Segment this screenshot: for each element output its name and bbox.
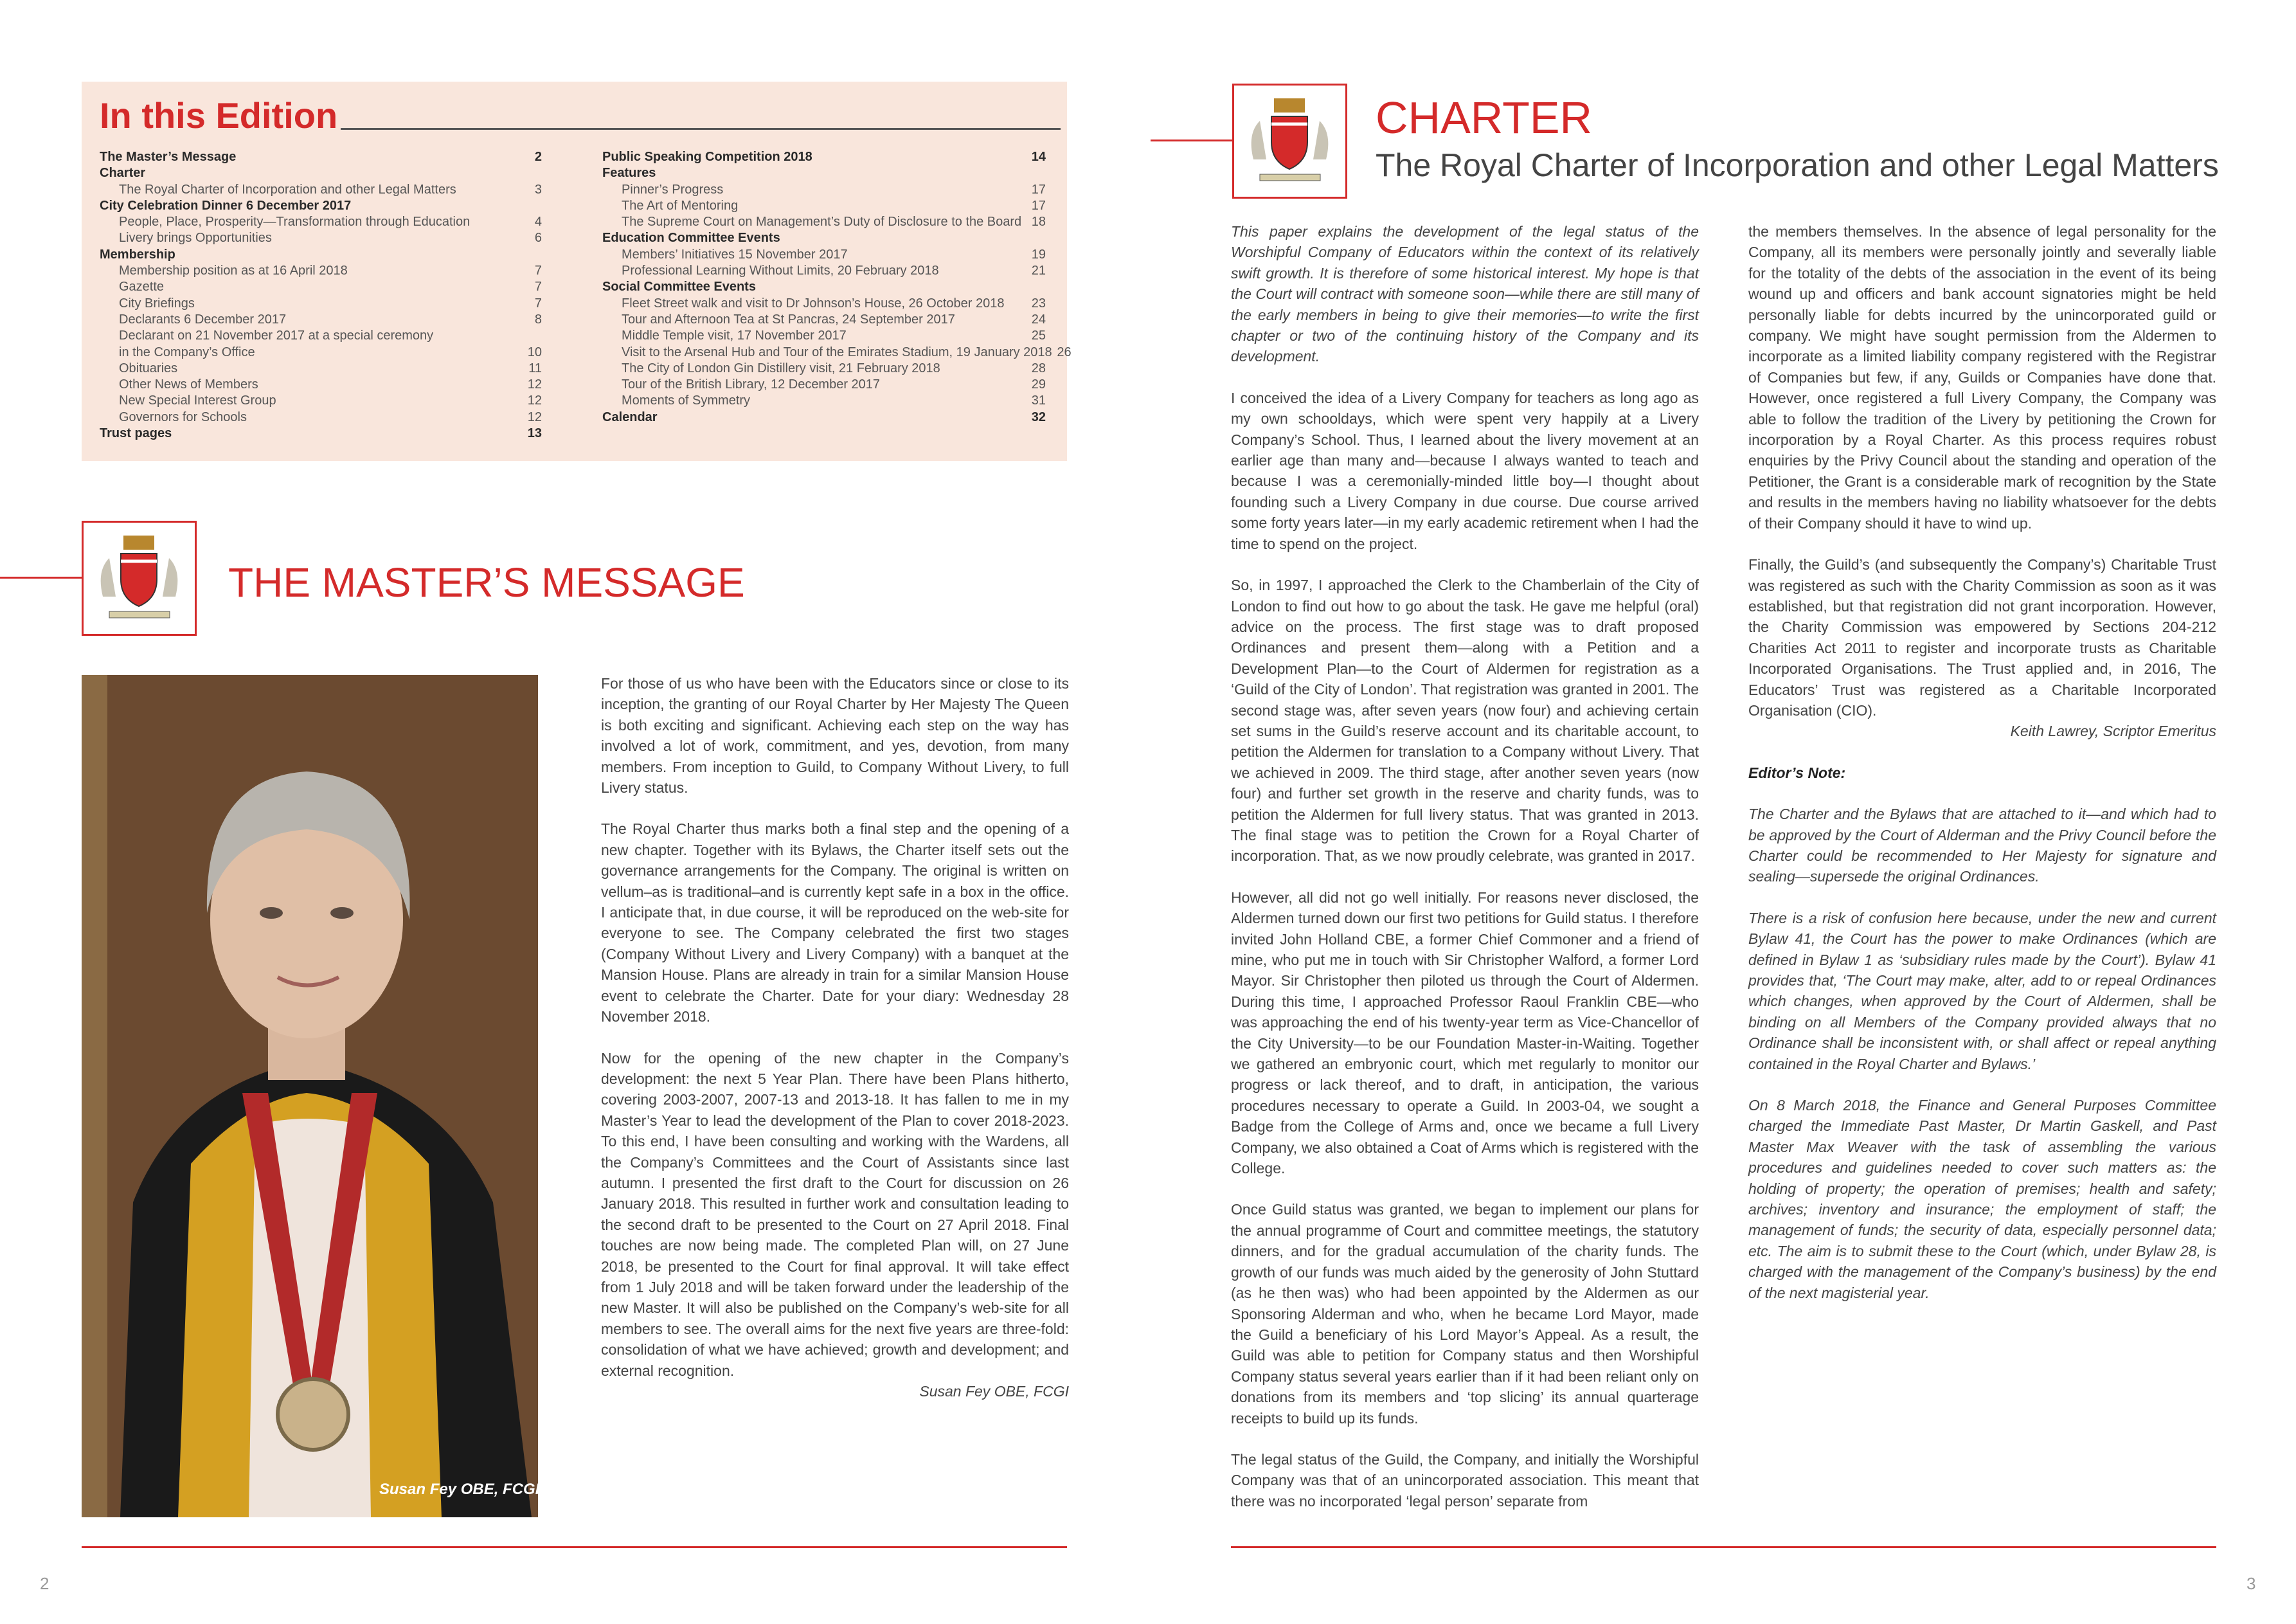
toc-entry-label: The City of London Gin Distillery visit, 21 February 2018 (622, 361, 940, 375)
master-message-body (601, 673, 1069, 1422)
toc-entry (100, 149, 542, 165)
master-heading-rule (0, 577, 84, 579)
toc-entry (602, 214, 1046, 230)
toc-entry-label: Tour and Afternoon Tea at St Pancras, 24 September 2017 (622, 312, 955, 327)
toc-entry-page: 7 (534, 264, 542, 278)
toc-entry-page: 32 (1031, 410, 1046, 424)
footer-rule-right (1231, 1546, 2216, 1548)
coat-of-arms-icon (1234, 86, 1345, 197)
toc-entry (602, 312, 1046, 328)
toc-entry-page (1027, 279, 1046, 295)
toc-entry-page: 2 (534, 150, 542, 164)
toc-entry (100, 361, 542, 377)
toc-entry-label: Public Speaking Competition 2018 (602, 150, 812, 164)
toc-entry-page: 17 (1031, 182, 1046, 197)
charter-italic-paragraph: This paper explains the development of the legal status of the Worshipful Company of Educators within the context of its relatively swift growth. It is therefore of some historical interest. My hope is that the Court will contract with someone soon—while there are still many of the early members in being to give their memories—to write the first chapter or two of the continuing history of the Company and its development. (1231, 223, 1699, 365)
toc-entry-page: 19 (1031, 247, 1046, 262)
toc-entry-label: The Royal Charter of Incorporation and other Legal Matters (119, 182, 456, 197)
toc-entry-label: City Celebration Dinner 6 December 2017 (100, 198, 352, 213)
charter-italic-paragraph: There is a risk of confusion here because, under the new and current Bylaw 41, the Court has the power to make Ordinances (which are defined in Bylaw 1 as ‘subsidiary rules made by the Court’). Bylaw 41 provides that, ‘The Court may make, alter, add to or repeal Ordinances which changes, when approved by the Court of Aldermen, shall be binding on all Members of the Company provided always that no Ordinance shall be inconsistent with, or shall affect or repeal anything contained in the Royal Charter and Bylaws.’ (1748, 909, 2216, 1072)
toc-entry-page: 26 (1057, 345, 1072, 359)
footer-rule-left (82, 1546, 1067, 1548)
toc-entry (100, 410, 542, 426)
toc-entry-page (523, 165, 542, 181)
toc-entry-page: 18 (1031, 215, 1046, 230)
toc-entry-label: Members’ Initiatives 15 November 2017 (622, 247, 848, 262)
toc-entry-label: Other News of Members (119, 377, 258, 392)
toc-entry-label: Middle Temple visit, 17 November 2017 (622, 329, 847, 343)
toc-entry-label: Fleet Street walk and visit to Dr Johnson’s House, 26 October 2018 (622, 296, 1005, 311)
toc-entry-page: 23 (1031, 296, 1046, 311)
toc-entry-label: Livery brings Opportunities (119, 231, 272, 246)
toc-entry (100, 263, 542, 279)
charter-italic-paragraph: The Charter and the Bylaws that are attached to it—and which had to be approved by the Court of Alderman and the Privy Council before the Charter could be recommended to Her Majesty for signature and sealing—supersede the original Ordinances. (1748, 806, 2216, 885)
toc-entry (100, 247, 542, 263)
toc-entry-label: Declarants 6 December 2017 (119, 312, 287, 327)
charter-paragraph: the members themselves. In the absence of legal personality for the Company, all its members were personally jointly and severally liable for the totality of the debts of the association in the event of its being wound up and officers and bank account signatories might be held personally liable for debts incurred by the unincorporated guild or company. We might have sought permission from the Aldermen to incorporate as a limited liability company registered with the Registrar of Companies but few, if any, Guilds or Companies have done that. However, once registered a full Livery Company, the Company was able to follow the tradition of the Livery by petitioning the Crown for incorporation by a Royal Charter. As this process requires robust enquiries by the Privy Council about the standing and operation of the Petitioner, the Grant is a considerable mark of recognition by the State and results in the members having no liability whatsoever for the debts of their Company should it have to wind up. (1748, 223, 2216, 532)
toc-entry-page: 11 (528, 361, 542, 375)
charter-paragraph: The legal status of the Guild, the Company, and initially the Worshipful Company was that of an unincorporated association. This meant that there was no incorporated ‘legal person’ separate from (1231, 1450, 1699, 1510)
toc-entry-label: Social Committee Events (602, 280, 756, 294)
page-number-left: 2 (40, 1574, 49, 1593)
charter-signature: Keith Lawrey, Scriptor Emeritus (2010, 723, 2216, 740)
toc-entry (602, 263, 1046, 279)
charter-subtitle: The Royal Charter of Incorporation and other Legal Matters (1376, 147, 2219, 183)
toc-entry-page (523, 247, 542, 263)
toc-entry (100, 296, 542, 312)
toc-entry-page: 24 (1031, 312, 1046, 327)
toc-entry (100, 230, 542, 246)
toc-entry (602, 361, 1046, 377)
toc-entry-label: Membership position as at 16 April 2018 (119, 264, 348, 278)
charter-paragraph: So, in 1997, I approached the Clerk to the Chamberlain of the City of London to find out how to go about the task. He gave me helpful (oral) advice on the process. The first stage was to draft proposed Ordinances and present them—along with a Petition and a Development Plan—to the Court of Aldermen for registration as a ‘Guild of the City of London’. That registration was granted in 2001. The second stage was, after seven years (now four) and achieving certain set sums in the Guild’s reserve account and its charitable account, to petition the Aldermen for translation to a Company without Livery. That we achieved in 2009. The third stage, after another seven years (now four) and further set growth in the reserve and charity funds, was to petition the Aldermen for full livery status. That was granted in 2013. The final stage was to petition the Crown for a Royal Charter of incorporation. That, as we now proudly celebrate, was granted in 2017. (1231, 577, 1699, 865)
toc-entry (602, 230, 1046, 246)
toc-entry (602, 247, 1046, 263)
toc-entry-label: City Briefings (119, 296, 195, 311)
toc-entry-page: 14 (1031, 150, 1046, 164)
toc-entry (602, 149, 1046, 165)
toc-entry-label: The Art of Mentoring (622, 198, 739, 213)
toc-entry-page: 6 (534, 231, 542, 246)
toc-entry-label: Visit to the Arsenal Hub and Tour of the Emirates Stadium, 19 January 2018 (622, 345, 1052, 359)
toc-entry-label: Moments of Symmetry (622, 393, 751, 408)
toc-title-rule (341, 128, 1061, 130)
charter-paragraph: Once Guild status was granted, we began to implement our plans for the annual programme of Court and committee meetings, the statutory dinners, and for the gradual accumulation of the charity funds. The growth of our funds was much aided by the generosity of John Stuttard (as he then was) who had been appointed by the Aldermen as our Sponsoring Alderman and who, when he became Lord Mayor, made the Guild a beneficiary of his Lord Mayor’s Appeal. As a result, the Guild was able to petition for Company status and then Worshipful Company status several years earlier than if it had been reliant only on donations from its members and ‘top slicing’ its annual quarterage receipts to build up its funds. (1231, 1201, 1699, 1427)
toc-entry (100, 312, 542, 328)
toc-entry-label: New Special Interest Group (119, 393, 276, 408)
toc-entry (100, 328, 542, 344)
master-heading: THE MASTER’S MESSAGE (228, 559, 745, 606)
photo-caption: Susan Fey OBE, FCGI (379, 1481, 540, 1498)
toc-entry (602, 328, 1046, 344)
toc-entry-label: Pinner’s Progress (622, 182, 724, 197)
charter-paragraph: I conceived the idea of a Livery Company for teachers as long ago as my own schooldays, which were spent very happily at a Livery Company’s School. Thus, I learned about the livery movement at an earlier age than many and—because I always wanted to teach and because I was a ceremonially-minded little boy—I thought about founding such a Livery Company in due course. Due course arrived some forty years later—in my early academic retirement when I had the time to spend on the project. (1231, 389, 1699, 552)
toc-entry-page (1027, 230, 1046, 246)
toc-entry-label: People, Place, Prosperity—Transformation through Education (119, 215, 471, 230)
charter-column-2 (1748, 221, 2216, 1324)
editors-note-heading: Editor’s Note: (1748, 764, 1846, 781)
toc-entry (100, 182, 542, 198)
toc-entry (602, 377, 1046, 393)
toc-entry-page: 3 (534, 182, 542, 197)
toc-entry-page: 4 (534, 215, 542, 230)
charter-paragraph: Finally, the Guild’s (and subsequently the Company’s) Charitable Trust was registered as such with the Charity Commission as soon as it was established, but that registration did not grant incorporation. However, the Charity Commission was empowered by Sections 204-212 Charities Act 2011 to register and incorporate trusts as Charitable Incorporated Organisations. The Trust applied and, in 2016, The Educators’ Trust was registered as a Charitable Incorporated Organisation (CIO). (1748, 556, 2216, 719)
toc-entry-page: 7 (534, 296, 542, 311)
toc-entry-page: 8 (534, 312, 542, 327)
toc-entry-label: Declarant on 21 November 2017 at a special ceremony (119, 329, 434, 343)
toc-entry-label: Professional Learning Without Limits, 20 February 2018 (622, 264, 939, 278)
toc-entry (100, 214, 542, 230)
portrait-illustration (82, 675, 538, 1517)
toc-entry-label: Features (602, 166, 656, 181)
toc-entry-page (1027, 165, 1046, 181)
toc-entry (100, 393, 542, 409)
toc-entry-page: 10 (527, 345, 542, 359)
toc-entry-label: in the Company’s Office (119, 345, 255, 359)
charter-heading-rule (1151, 140, 1234, 141)
toc-entry-page: 7 (534, 280, 542, 294)
charter-title: CHARTER (1376, 93, 1593, 143)
master-paragraph: Now for the opening of the new chapter in the Company’s development: the next 5 Year Plan. There have been Plans hitherto, covering 2003-2007, 2007-13 and 2013-18. It has fallen to me in my Master’s Year to lead the development of the Plan to cover 2018-2023. To this end, I have been consulting and working with the Wardens, all the Company’s Committees and the Court of Assistants since last autumn. I presented the first draft to the Court for discussion on 26 January 2018. This resulted in further work and consultation leading to the second draft to be presented to the Court on 27 April 2018. Final touches are now being made. The completed Plan will, on 27 June 2018, be presented to the Court for final approval. It will take effect from 1 July 2018 and will be taken forward under the leadership of the new Master. It will also be published on the Company’s web-site for all members to see. The overall aims for the next five years are three-fold: consolidation of what we have achieved; growth and development; and external recognition. (601, 1049, 1069, 1379)
toc-entry-page: 12 (527, 410, 542, 424)
toc-entry (100, 345, 542, 361)
master-emblem (82, 521, 197, 636)
toc-entry (602, 198, 1046, 214)
toc-entry (602, 393, 1046, 409)
toc-entry-label: Gazette (119, 280, 165, 294)
toc-entry-label: The Master’s Message (100, 150, 237, 164)
toc-entry-page: 21 (1031, 264, 1046, 278)
toc-entry-page: 31 (1031, 393, 1046, 408)
toc-entry-label: Calendar (602, 410, 658, 424)
master-photo (82, 675, 538, 1517)
toc-entry-page (523, 328, 542, 344)
toc-entry-page: 13 (527, 426, 542, 441)
toc-entry-page: 17 (1031, 198, 1046, 213)
master-signature: Susan Fey OBE, FCGI (919, 1383, 1069, 1400)
toc-entry (602, 165, 1046, 181)
master-paragraph: The Royal Charter thus marks both a final step and the opening of a new chapter. Together with its Bylaws, the Charter itself sets out the governance arrangements for the Company. The original is written on vellum–as is traditional–and is currently kept safe in a box in the office. I anticipate that, in due course, it will be reproduced on the web-site for everyone to see. The Company celebrated the first two stages (Company Without Livery and Livery Company) with a banquet at the Mansion House. Plans are already in train for a similar Mansion House event to celebrate the Charter. Date for your diary: Wednesday 28 November 2018. (601, 820, 1069, 1025)
toc-entry (100, 165, 542, 181)
toc-entry-page: 29 (1031, 377, 1046, 392)
toc-right-column (602, 149, 1072, 426)
master-paragraph: For those of us who have been with the Educators since or close to its inception, the granting of our Royal Charter by Her Majesty The Queen is both exciting and significant. Achieving each step on the way has involved a lot of work, commitment, and yes, devotion, from many members. From inception to Guild, to Company Without Livery, to full Livery status. (601, 675, 1069, 797)
toc-entry-label: Education Committee Events (602, 231, 780, 246)
toc-entry-page: 12 (527, 393, 542, 408)
toc-entry-label: Trust pages (100, 426, 172, 441)
toc-entry-page: 25 (1031, 329, 1046, 343)
toc-entry-page: 28 (1031, 361, 1046, 375)
toc-left-column (100, 149, 542, 442)
charter-paragraph: However, all did not go well initially. For reasons never disclosed, the Aldermen turned down our first two petitions for Guild status. I therefore invited John Holland CBE, a former Chief Commoner and a friend of mine, who put me in touch with Sir Christopher Walford, a former Lord Mayor. Sir Christopher then piloted us through the Court of Aldermen. During this time, I approached Professor Raoul Franklin CBE—who was approaching the end of his twenty-year term as Vice-Chancellor of the City University—to be our Foundation Master-in-Waiting. Together we gathered an embryonic court, which met regularly to monitor our progress or lack thereof, and to draft, in anticipation, the various procedures necessary to operate a Guild. In 2003-04, we sought a Badge from the College of Arms and, once we became a full Livery Company, we also obtained a Coat of Arms which is registered with the College. (1231, 889, 1699, 1177)
toc-entry-page: 12 (527, 377, 542, 392)
toc-entry (100, 279, 542, 295)
toc-entry (602, 345, 1072, 361)
toc-entry (100, 377, 542, 393)
toc-entry (100, 198, 542, 214)
toc-entry-label: Membership (100, 247, 175, 262)
charter-italic-paragraph: On 8 March 2018, the Finance and General Purposes Committee charged the Immediate Past Master, Dr Martin Gaskell, and Past Master Max Weaver with the task of assembling the various procedures and guidelines needed to cover such matters as: the holding of property; the operation of premises; health and safety; archives; inventory and insurance; the employment of staff; the management of funds; the security of data, especially personnel data; etc. The aim is to submit these to the Court (which, under Bylaw 28, is charged with the management of the Company’s business) by the end of the next magisterial year. (1748, 1097, 2216, 1301)
toc-title: In this Edition (100, 95, 338, 136)
toc-entry-label: Tour of the British Library, 12 December 2017 (622, 377, 881, 392)
toc-entry (602, 279, 1046, 295)
toc-entry-label: The Supreme Court on Management’s Duty of Disclosure to the Board (622, 215, 1022, 230)
charter-column-1 (1231, 221, 1699, 1532)
toc-entry-label: Governors for Schools (119, 410, 247, 424)
toc-entry (602, 410, 1046, 426)
charter-emblem (1232, 84, 1347, 199)
coat-of-arms-icon (84, 523, 195, 634)
toc-entry-label: Charter (100, 166, 146, 181)
toc-entry-label: Obituaries (119, 361, 178, 375)
toc-entry (602, 296, 1046, 312)
toc-entry (100, 426, 542, 442)
toc-entry-page (523, 198, 542, 214)
toc-entry (602, 182, 1046, 198)
page-number-right: 3 (2247, 1574, 2256, 1593)
